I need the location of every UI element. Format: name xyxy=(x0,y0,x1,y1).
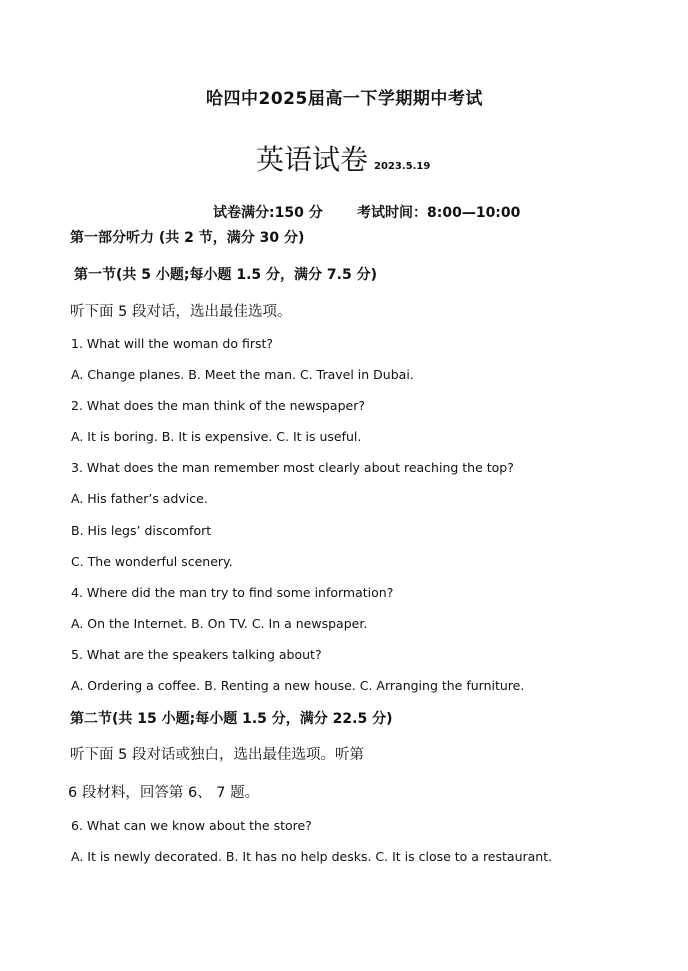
exam-date: 2023.5.19 xyxy=(374,161,431,172)
section-instruction: 听下面 5 段对话，选出最佳选项。 xyxy=(70,304,292,320)
question-4-options: A. On the Internet. B. On TV. C. In a newspaper. xyxy=(71,616,368,631)
question-1-options: A. Change planes. B. Meet the man. C. Travel in Dubai. xyxy=(71,367,414,382)
exam-title-row xyxy=(256,138,430,178)
section-instruction-line-2: 6 段材料，回答第 6、 7 题。 xyxy=(68,785,260,801)
exam-time: 考试时间：8:00—10:00 xyxy=(357,205,521,221)
section-heading: 第一节(共 5 小题;每小题 1.5 分，满分 7.5 分) xyxy=(74,267,377,283)
section-heading: 第二节(共 15 小题;每小题 1.5 分，满分 22.5 分) xyxy=(70,711,393,727)
question-2-options: A. It is boring. B. It is expensive. C. It is useful. xyxy=(71,429,362,444)
full-score: 试卷满分:150 分 xyxy=(213,205,323,221)
question-3: 3. What does the man remember most clearly about reaching the top? xyxy=(71,460,514,475)
question-6-options: A. It is newly decorated. B. It has no help desks. C. It is close to a restaurant. xyxy=(71,849,553,864)
question-4: 4. Where did the man try to find some information? xyxy=(71,585,394,600)
question-3-option-b: B. His legs’ discomfort xyxy=(71,523,212,538)
question-3-option-a: A. His father’s advice. xyxy=(71,491,208,506)
question-2: 2. What does the man think of the newspaper? xyxy=(71,398,365,413)
question-3-option-c: C. The wonderful scenery. xyxy=(71,554,233,569)
question-5: 5. What are the speakers talking about? xyxy=(71,647,322,662)
section-instruction-line-1: 听下面 5 段对话或独白，选出最佳选项。听第 xyxy=(70,747,364,763)
question-1: 1. What will the woman do first? xyxy=(71,336,274,351)
question-6: 6. What can we know about the store? xyxy=(71,818,312,833)
exam-title: 英语试卷 xyxy=(256,143,369,176)
part-heading: 第一部分听力 (共 2 节，满分 30 分) xyxy=(70,230,305,246)
question-5-options: A. Ordering a coffee. B. Renting a new house. C. Arranging the furniture. xyxy=(71,678,525,693)
school-exam-line: 哈四中2025届高一下学期期中考试 xyxy=(206,89,483,109)
